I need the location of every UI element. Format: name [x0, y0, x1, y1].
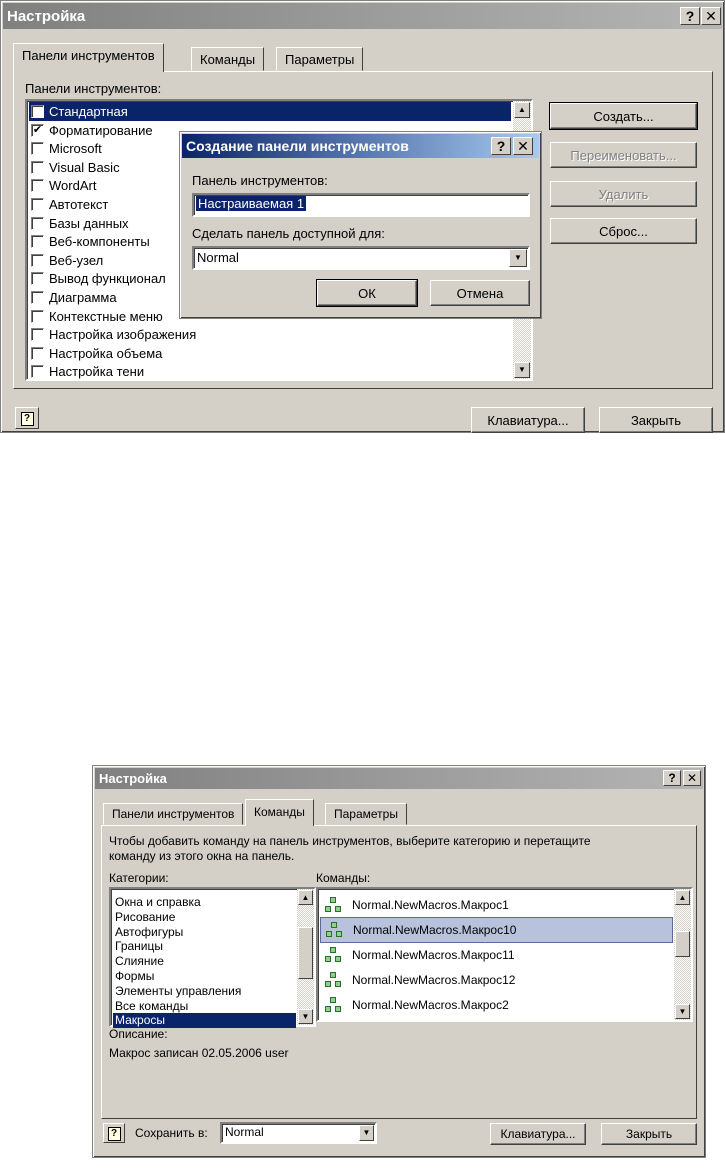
checkbox[interactable] — [31, 142, 44, 155]
toolbar-list-item-label: Настройка объема — [49, 345, 163, 361]
commands-scroll-thumb[interactable] — [675, 931, 690, 957]
macro-icon — [324, 971, 342, 989]
reset-button[interactable]: Сброс... — [550, 218, 697, 244]
checkbox[interactable] — [31, 235, 44, 248]
help-icon: ? — [21, 412, 34, 426]
command-item[interactable] — [320, 942, 673, 968]
title-bar-2[interactable] — [95, 768, 703, 789]
command-item-label: Normal.NewMacros.Макрос12 — [352, 973, 516, 987]
commands-label: Команды: — [316, 871, 371, 885]
tab-toolbars-2[interactable]: Панели инструментов — [103, 803, 243, 825]
help-icon-2: ? — [108, 1127, 121, 1141]
category-item[interactable]: Элементы управления — [115, 983, 242, 998]
toolbar-name-input[interactable]: Настраиваемая 1 — [192, 193, 530, 217]
toolbar-list-item-label: Настройка изображения — [49, 327, 197, 343]
command-item-label: Normal.NewMacros.Макрос11 — [352, 948, 515, 962]
tab-commands[interactable]: Команды — [191, 47, 264, 71]
available-for-select[interactable]: Normal ▼ — [192, 246, 530, 270]
toolbar-list-item-label: Автотекст — [49, 197, 109, 212]
macro-icon — [324, 996, 342, 1014]
dialog-title: Создание панели инструментов — [186, 138, 409, 154]
category-item[interactable]: Границы — [115, 939, 163, 954]
tab-options[interactable]: Параметры — [276, 47, 363, 71]
checkbox[interactable] — [31, 272, 44, 285]
category-item[interactable]: Окна и справка — [115, 895, 201, 909]
close-title-button[interactable]: ✕ — [701, 7, 721, 25]
checkbox[interactable] — [31, 198, 44, 211]
save-in-select[interactable]: Normal ▼ — [220, 1122, 377, 1144]
save-in-label: Сохранить в: — [135, 1126, 208, 1140]
scroll-down-button-2[interactable]: ▼ — [298, 1009, 313, 1024]
checkbox[interactable] — [31, 365, 44, 378]
checkbox[interactable] — [31, 291, 44, 304]
toolbar-list-item[interactable] — [29, 102, 511, 121]
checkbox[interactable]: ✔ — [32, 123, 43, 136]
command-item-label: Normal.NewMacros.Макрос2 — [352, 998, 509, 1012]
toolbar-list-item-label: Форматирование — [49, 122, 153, 138]
help-button-2[interactable] — [103, 1123, 125, 1143]
dialog-close-title-button[interactable]: ✕ — [513, 137, 533, 155]
categories-scroll-thumb[interactable] — [298, 927, 313, 979]
help-button[interactable] — [15, 407, 39, 429]
macro-icon — [324, 896, 342, 914]
macro-icon — [324, 946, 342, 964]
description-text: Макрос записан 02.05.2006 user — [109, 1046, 289, 1060]
keyboard-button[interactable]: Клавиатура... — [471, 407, 585, 433]
title-bar[interactable] — [3, 3, 722, 29]
window-title-2: Настройка — [99, 771, 167, 786]
toolbars-list-label: Панели инструментов: — [25, 81, 162, 96]
toolbar-list-item[interactable] — [29, 344, 511, 363]
command-item[interactable] — [320, 967, 673, 993]
instruction-line-1: Чтобы добавить команду на панель инструментов, выберите категорию и перетащите — [109, 834, 591, 848]
command-item[interactable] — [320, 992, 673, 1018]
toolbar-list-item-label: Диаграмма — [49, 290, 117, 305]
close-button-2[interactable]: Закрыть — [601, 1123, 697, 1145]
window-title: Настройка — [7, 7, 86, 25]
tab-options-2[interactable]: Параметры — [325, 803, 407, 825]
toolbar-list-item-label: WordArt — [49, 178, 97, 194]
dialog-title-bar[interactable] — [182, 134, 539, 158]
checkbox[interactable] — [31, 328, 44, 341]
cancel-button[interactable]: Отмена — [430, 280, 530, 306]
available-for-label: Сделать панель доступной для: — [192, 226, 385, 241]
ok-button[interactable]: ОК — [317, 280, 417, 306]
category-item[interactable]: Формы — [115, 969, 155, 983]
delete-button[interactable]: Удалить — [550, 181, 697, 207]
category-item[interactable]: Макросы — [113, 1013, 296, 1028]
new-toolbar-dialog — [179, 131, 542, 319]
categories-list[interactable] — [109, 887, 316, 1027]
toolbar-list-item-label: Visual Basic — [49, 159, 120, 175]
category-item[interactable]: Автофигуры — [115, 924, 184, 939]
checkbox[interactable] — [31, 310, 44, 323]
category-item[interactable]: Рисование — [115, 909, 176, 924]
help-title-button[interactable]: ? — [680, 7, 700, 25]
scroll-down-button[interactable]: ▼ — [514, 362, 530, 378]
scroll-up-button-3[interactable]: ▲ — [675, 890, 690, 905]
customize-window-commands — [92, 765, 706, 1158]
toolbar-list-item-label: Веб-узел — [49, 252, 104, 268]
instruction-line-2: команду из этого окна на панель. — [109, 849, 295, 863]
close-button[interactable]: Закрыть — [599, 407, 713, 433]
toolbar-list-item[interactable] — [29, 362, 511, 381]
checkbox[interactable] — [31, 347, 44, 360]
scroll-up-button-2[interactable]: ▲ — [298, 890, 313, 905]
category-item[interactable]: Слияние — [115, 954, 164, 969]
chevron-down-icon[interactable]: ▼ — [509, 249, 527, 267]
customize-window-toolbars — [0, 0, 725, 433]
command-item[interactable] — [320, 892, 673, 918]
checkbox[interactable]: ✔ — [32, 105, 43, 117]
command-item-label: Normal.NewMacros.Макрос10 — [353, 923, 517, 937]
toolbar-list-item[interactable] — [29, 325, 511, 344]
help-title-button-2[interactable]: ? — [663, 770, 681, 786]
keyboard-button-2[interactable]: Клавиатура... — [490, 1123, 586, 1145]
tab-commands-2[interactable]: Команды — [245, 799, 314, 826]
command-item-label: Normal.NewMacros.Макрос1 — [352, 898, 509, 912]
category-item[interactable]: Все команды — [115, 998, 189, 1013]
toolbar-list-item-label: Стандартная — [49, 104, 128, 119]
toolbar-list-item-label: Веб-компоненты — [49, 234, 150, 250]
checkbox[interactable] — [31, 179, 44, 192]
close-title-button-2[interactable]: ✕ — [683, 770, 701, 786]
checkbox[interactable] — [31, 254, 44, 267]
description-label: Описание: — [109, 1027, 168, 1041]
checkbox[interactable] — [31, 217, 44, 230]
create-button[interactable]: Создать... — [550, 103, 697, 129]
toolbar-list-item-label: Контекстные меню — [49, 308, 163, 324]
toolbar-name-label: Панель инструментов: — [192, 173, 328, 188]
scroll-up-button[interactable]: ▲ — [514, 102, 530, 118]
scroll-down-button-3[interactable]: ▼ — [675, 1004, 690, 1019]
toolbar-list-item-label: Базы данных — [49, 215, 129, 231]
tab-toolbars[interactable]: Панели инструментов — [13, 43, 164, 72]
toolbar-list-item-label: Microsoft — [49, 141, 102, 157]
rename-button[interactable]: Переименовать... — [550, 142, 697, 168]
macro-icon — [325, 921, 343, 939]
command-item[interactable] — [320, 917, 673, 943]
chevron-down-icon-2[interactable]: ▼ — [359, 1125, 374, 1141]
categories-label: Категории: — [109, 871, 169, 885]
toolbar-list-item-label: Настройка тени — [49, 364, 145, 380]
dialog-help-title-button[interactable]: ? — [491, 137, 511, 155]
commands-list[interactable] — [316, 887, 693, 1022]
checkbox[interactable] — [31, 161, 44, 174]
toolbar-list-item-label: Вывод функционал — [49, 271, 166, 287]
